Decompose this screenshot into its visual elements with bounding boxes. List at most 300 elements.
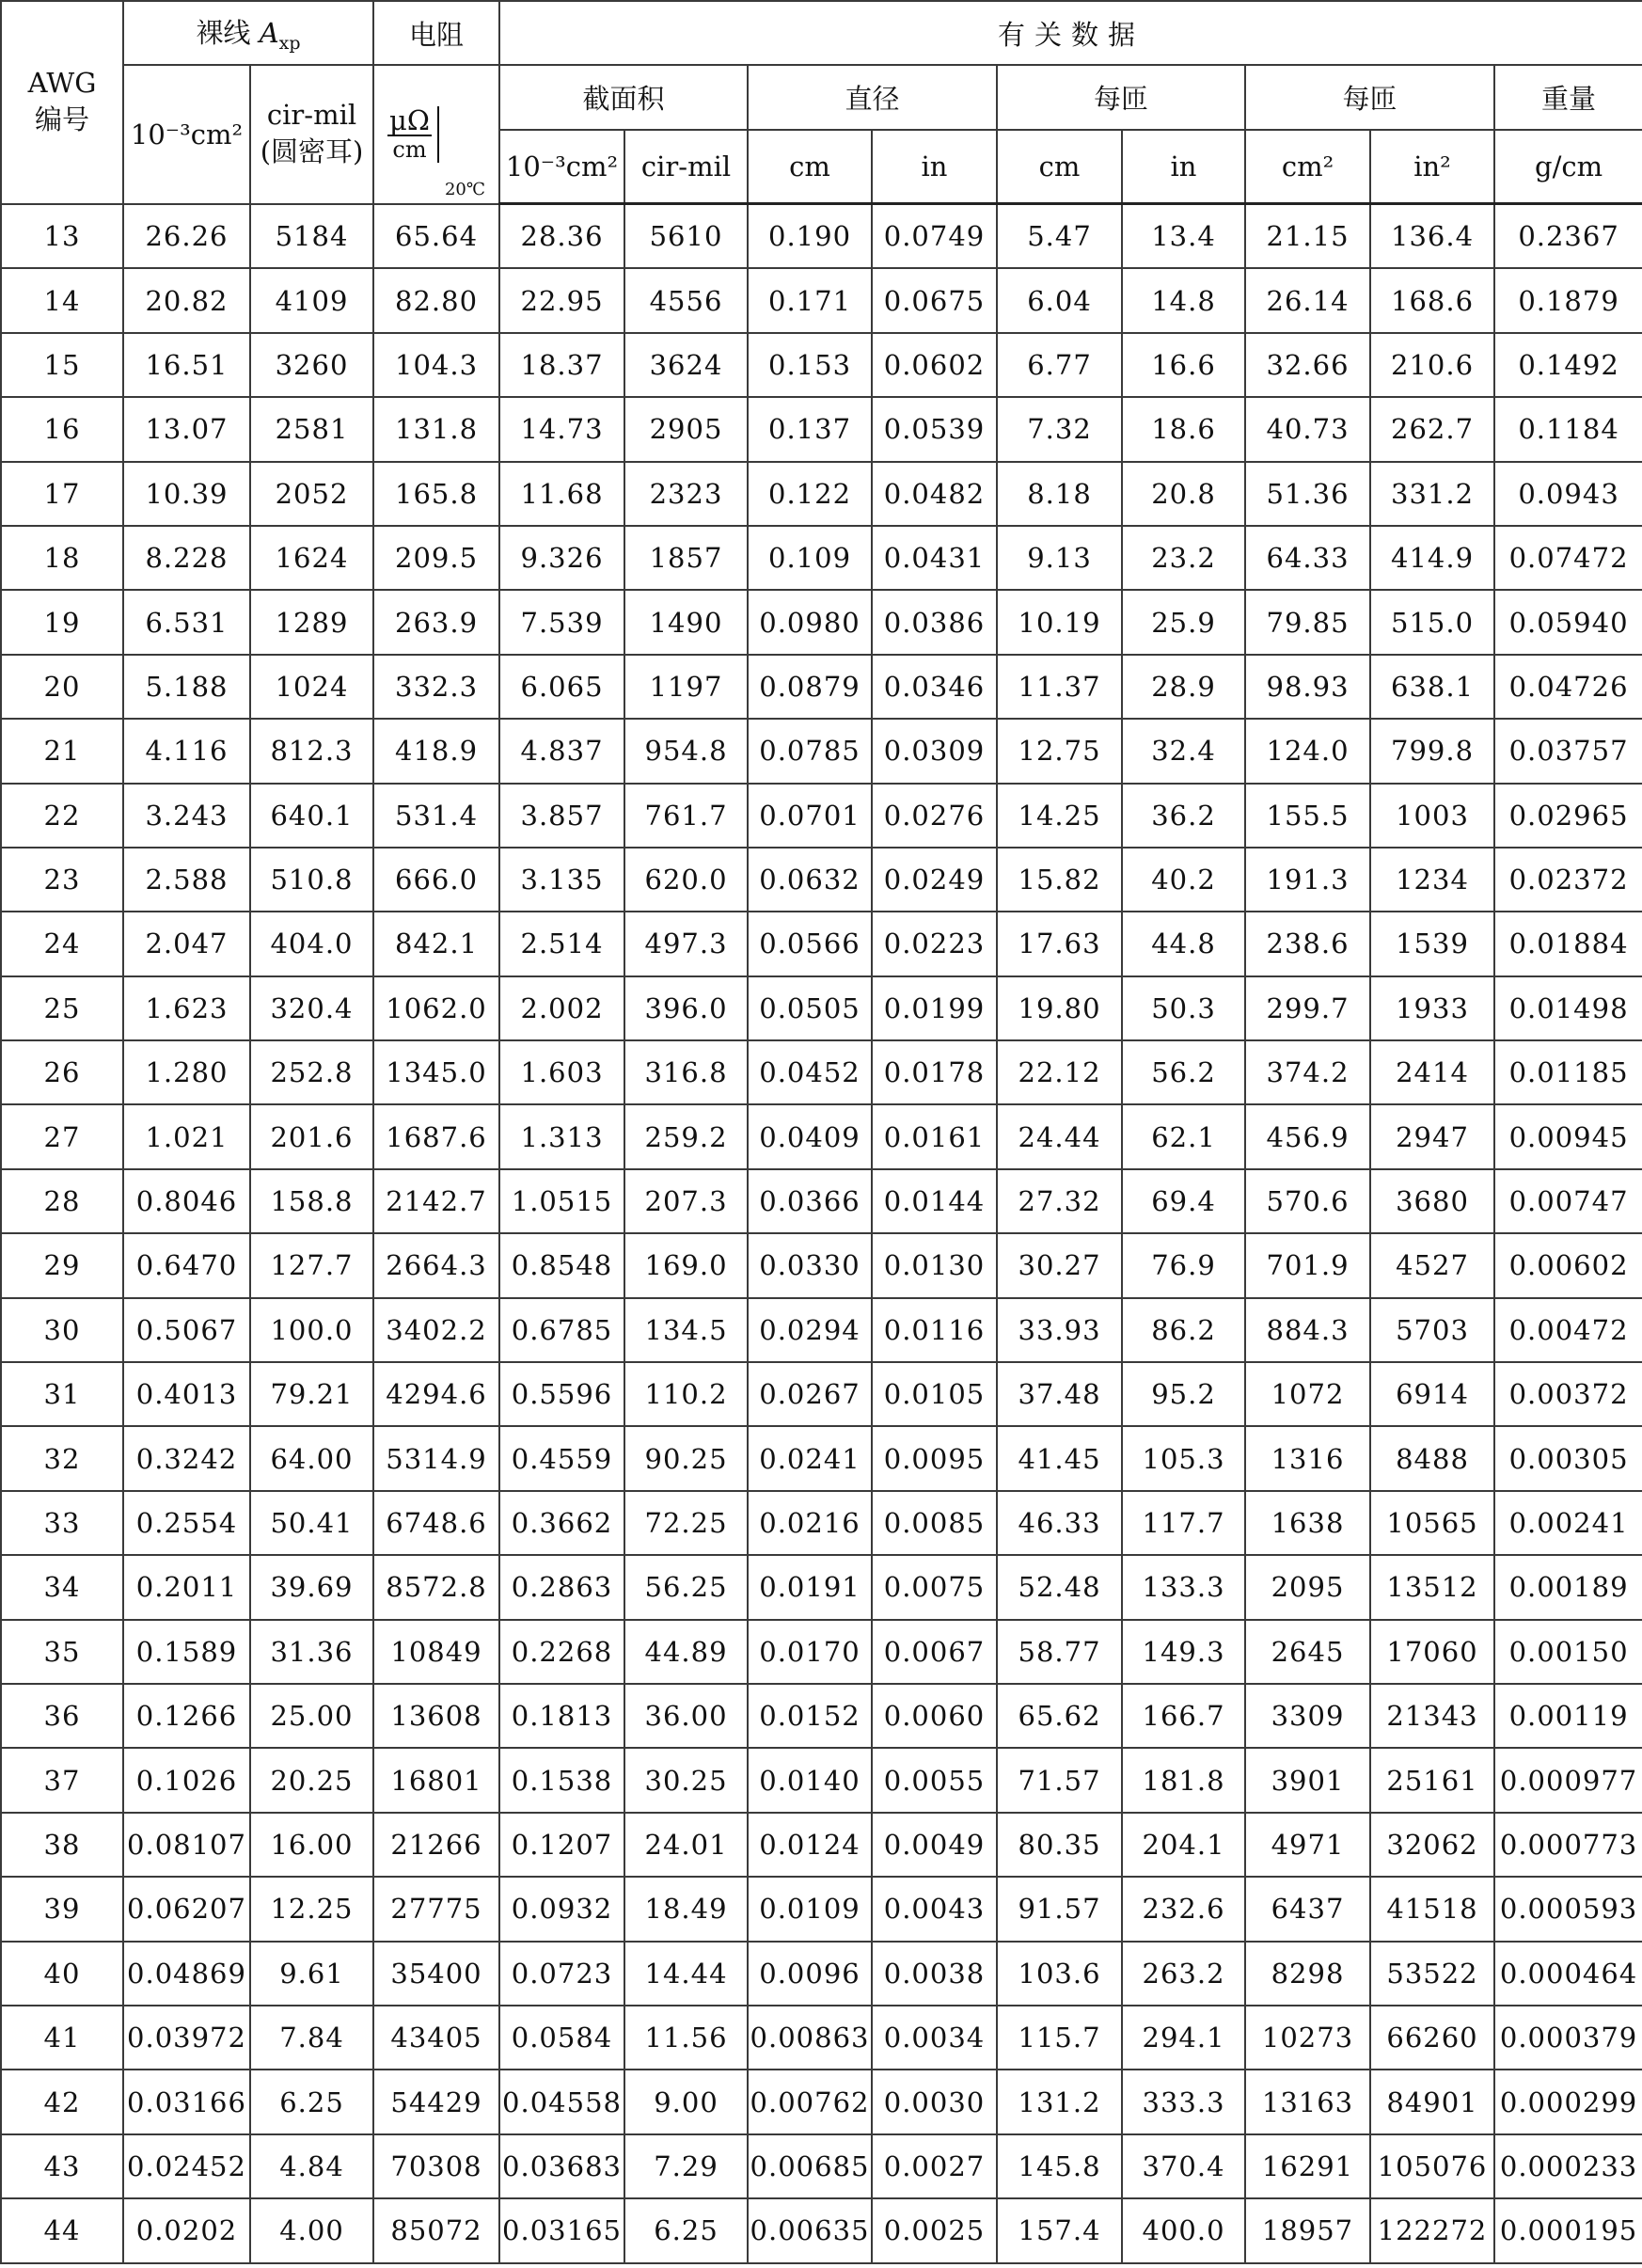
table-cell: 0.0785 <box>748 719 872 783</box>
table-cell: 0.0452 <box>748 1040 872 1104</box>
table-cell: 0.0249 <box>872 848 997 912</box>
awg-number-cell: 36 <box>1 1684 123 1748</box>
table-cell: 0.0980 <box>748 590 872 654</box>
table-cell: 0.02452 <box>123 2134 250 2198</box>
awg-number-cell: 34 <box>1 1555 123 1619</box>
table-cell: 0.000977 <box>1494 1748 1642 1812</box>
table-cell: 31.36 <box>250 1620 373 1684</box>
table-cell: 497.3 <box>624 912 748 975</box>
table-row <box>1 1491 1642 1555</box>
table-cell: 3.135 <box>499 848 624 912</box>
table-row <box>1 1877 1642 1941</box>
awg-number-cell: 40 <box>1 1942 123 2006</box>
table-cell: 0.4559 <box>499 1426 624 1490</box>
table-cell: 133.3 <box>1122 1555 1245 1619</box>
table-cell: 7.32 <box>997 397 1122 461</box>
table-cell: 155.5 <box>1245 784 1370 848</box>
awg-number-cell: 32 <box>1 1426 123 1490</box>
table-cell: 0.0060 <box>872 1684 997 1748</box>
table-cell: 2414 <box>1370 1040 1494 1104</box>
bare-cirmil-unit-header <box>250 65 373 204</box>
table-cell: 4.00 <box>250 2198 373 2262</box>
table-cell: 44.8 <box>1122 912 1245 975</box>
table-cell: 36.2 <box>1122 784 1245 848</box>
turns-in-unit: in <box>1122 130 1245 204</box>
table-cell: 0.1266 <box>123 1684 250 1748</box>
table-cell: 43405 <box>373 2006 499 2070</box>
table-cell: 10.19 <box>997 590 1122 654</box>
table-cell: 259.2 <box>624 1104 748 1168</box>
table-cell: 4556 <box>624 268 748 332</box>
table-cell: 64.00 <box>250 1426 373 1490</box>
table-cell: 0.8046 <box>123 1169 250 1233</box>
table-cell: 0.0025 <box>872 2198 997 2262</box>
table-row <box>1 976 1642 1040</box>
table-cell: 10.39 <box>123 462 250 526</box>
table-row <box>1 1555 1642 1619</box>
table-cell: 18957 <box>1245 2198 1370 2262</box>
awg-number-cell: 30 <box>1 1298 123 1362</box>
table-cell: 0.1589 <box>123 1620 250 1684</box>
table-cell: 640.1 <box>250 784 373 848</box>
table-cell: 0.2863 <box>499 1555 624 1619</box>
table-cell: 1.623 <box>123 976 250 1040</box>
table-cell: 27.32 <box>997 1169 1122 1233</box>
table-cell: 157.4 <box>997 2198 1122 2262</box>
table-cell: 884.3 <box>1245 1298 1370 1362</box>
table-cell: 207.3 <box>624 1169 748 1233</box>
table-cell: 22.95 <box>499 268 624 332</box>
awg-number-cell: 42 <box>1 2070 123 2133</box>
table-cell: 72.25 <box>624 1491 748 1555</box>
table-cell: 320.4 <box>250 976 373 1040</box>
table-cell: 90.25 <box>624 1426 748 1490</box>
table-cell: 70308 <box>373 2134 499 2198</box>
resistance-header: 电阻 <box>373 1 499 65</box>
table-cell: 50.41 <box>250 1491 373 1555</box>
table-cell: 332.3 <box>373 655 499 719</box>
table-cell: 3624 <box>624 333 748 397</box>
table-cell: 9.326 <box>499 526 624 590</box>
table-cell: 515.0 <box>1370 590 1494 654</box>
table-cell: 37.48 <box>997 1362 1122 1426</box>
table-cell: 0.05940 <box>1494 590 1642 654</box>
table-cell: 131.2 <box>997 2070 1122 2133</box>
table-cell: 0.0067 <box>872 1620 997 1684</box>
table-cell: 666.0 <box>373 848 499 912</box>
table-cell: 26.26 <box>123 204 250 269</box>
table-cell: 0.000593 <box>1494 1877 1642 1941</box>
table-row <box>1 1169 1642 1233</box>
table-cell: 1933 <box>1370 976 1494 1040</box>
table-cell: 294.1 <box>1122 2006 1245 2070</box>
table-cell: 7.539 <box>499 590 624 654</box>
table-cell: 3.243 <box>123 784 250 848</box>
table-cell: 0.02965 <box>1494 784 1642 848</box>
table-cell: 0.0932 <box>499 1877 624 1941</box>
table-cell: 32.4 <box>1122 719 1245 783</box>
table-cell: 2581 <box>250 397 373 461</box>
table-cell: 0.0309 <box>872 719 997 783</box>
table-cell: 414.9 <box>1370 526 1494 590</box>
table-cell: 2142.7 <box>373 1169 499 1233</box>
table-cell: 812.3 <box>250 719 373 783</box>
table-cell: 3309 <box>1245 1684 1370 1748</box>
table-cell: 0.0109 <box>748 1877 872 1941</box>
table-cell: 570.6 <box>1245 1169 1370 1233</box>
table-cell: 0.0202 <box>123 2198 250 2262</box>
table-cell: 2645 <box>1245 1620 1370 1684</box>
table-cell: 0.153 <box>748 333 872 397</box>
table-cell: 16.00 <box>250 1813 373 1877</box>
table-cell: 0.0330 <box>748 1233 872 1297</box>
table-row <box>1 1748 1642 1812</box>
awg-header-line2: 编号 <box>34 103 89 136</box>
table-cell: 0.00635 <box>748 2198 872 2262</box>
table-cell: 1539 <box>1370 912 1494 975</box>
awg-number-cell: 28 <box>1 1169 123 1233</box>
table-cell: 8572.8 <box>373 1555 499 1619</box>
table-cell: 0.0539 <box>872 397 997 461</box>
table-cell: 149.3 <box>1122 1620 1245 1684</box>
table-cell: 0.0116 <box>872 1298 997 1362</box>
awg-number-cell: 22 <box>1 784 123 848</box>
table-cell: 9.13 <box>997 526 1122 590</box>
table-cell: 21.15 <box>1245 204 1370 269</box>
table-cell: 53522 <box>1370 1942 1494 2006</box>
table-cell: 0.0409 <box>748 1104 872 1168</box>
table-cell: 5703 <box>1370 1298 1494 1362</box>
table-cell: 169.0 <box>624 1233 748 1297</box>
table-cell: 1.021 <box>123 1104 250 1168</box>
awg-number-cell: 15 <box>1 333 123 397</box>
table-cell: 131.8 <box>373 397 499 461</box>
table-cell: 0.0152 <box>748 1684 872 1748</box>
table-cell: 65.62 <box>997 1684 1122 1748</box>
table-cell: 0.00119 <box>1494 1684 1642 1748</box>
table-cell: 9.00 <box>624 2070 748 2133</box>
table-cell: 5.47 <box>997 204 1122 269</box>
table-cell: 0.1184 <box>1494 397 1642 461</box>
table-cell: 39.69 <box>250 1555 373 1619</box>
table-cell: 9.61 <box>250 1942 373 2006</box>
table-cell: 0.04558 <box>499 2070 624 2133</box>
awg-number-cell: 19 <box>1 590 123 654</box>
table-cell: 263.9 <box>373 590 499 654</box>
table-cell: 21343 <box>1370 1684 1494 1748</box>
table-cell: 6914 <box>1370 1362 1494 1426</box>
table-cell: 0.00372 <box>1494 1362 1642 1426</box>
table-cell: 40.73 <box>1245 397 1370 461</box>
table-cell: 0.0879 <box>748 655 872 719</box>
table-cell: 18.49 <box>624 1877 748 1941</box>
table-cell: 0.03683 <box>499 2134 624 2198</box>
table-cell: 134.5 <box>624 1298 748 1362</box>
table-cell: 13608 <box>373 1684 499 1748</box>
table-cell: 168.6 <box>1370 268 1494 332</box>
table-cell: 331.2 <box>1370 462 1494 526</box>
table-cell: 0.0144 <box>872 1169 997 1233</box>
table-header <box>1 1 1642 204</box>
awg-number-cell: 24 <box>1 912 123 975</box>
table-cell: 16.51 <box>123 333 250 397</box>
table-row <box>1 333 1642 397</box>
table-cell: 23.2 <box>1122 526 1245 590</box>
table-cell: 0.00762 <box>748 2070 872 2133</box>
table-cell: 0.01498 <box>1494 976 1642 1040</box>
table-cell: 82.80 <box>373 268 499 332</box>
table-row <box>1 1040 1642 1104</box>
table-cell: 4109 <box>250 268 373 332</box>
table-cell: 0.0632 <box>748 848 872 912</box>
table-cell: 1316 <box>1245 1426 1370 1490</box>
table-cell: 0.0267 <box>748 1362 872 1426</box>
table-cell: 13.4 <box>1122 204 1245 269</box>
table-row <box>1 1684 1642 1748</box>
table-cell: 0.000464 <box>1494 1942 1642 2006</box>
table-cell: 110.2 <box>624 1362 748 1426</box>
table-cell: 0.5067 <box>123 1298 250 1362</box>
table-cell: 0.000233 <box>1494 2134 1642 2198</box>
table-cell: 2.588 <box>123 848 250 912</box>
table-row <box>1 1942 1642 2006</box>
table-cell: 6.25 <box>250 2070 373 2133</box>
table-cell: 510.8 <box>250 848 373 912</box>
table-cell: 0.00602 <box>1494 1233 1642 1297</box>
table-cell: 2905 <box>624 397 748 461</box>
table-cell: 3402.2 <box>373 1298 499 1362</box>
table-cell: 0.0178 <box>872 1040 997 1104</box>
table-cell: 2323 <box>624 462 748 526</box>
table-cell: 0.000773 <box>1494 1813 1642 1877</box>
awg-number-cell: 27 <box>1 1104 123 1168</box>
table-cell: 5184 <box>250 204 373 269</box>
table-row <box>1 2006 1642 2070</box>
table-cell: 16.6 <box>1122 333 1245 397</box>
table-cell: 7.84 <box>250 2006 373 2070</box>
table-cell: 0.3662 <box>499 1491 624 1555</box>
table-cell: 1490 <box>624 590 748 654</box>
table-cell: 11.37 <box>997 655 1122 719</box>
table-cell: 0.0294 <box>748 1298 872 1362</box>
table-cell: 761.7 <box>624 784 748 848</box>
table-cell: 3901 <box>1245 1748 1370 1812</box>
table-cell: 1.0515 <box>499 1169 624 1233</box>
table-cell: 28.9 <box>1122 655 1245 719</box>
turns-in2-unit: in² <box>1370 130 1494 204</box>
table-cell: 91.57 <box>997 1877 1122 1941</box>
table-row <box>1 1813 1642 1877</box>
table-row <box>1 1426 1642 1490</box>
table-cell: 100.0 <box>250 1298 373 1362</box>
resistance-unit-numerator: μΩ <box>389 103 430 136</box>
table-row <box>1 462 1642 526</box>
table-cell: 20.8 <box>1122 462 1245 526</box>
table-cell: 209.5 <box>373 526 499 590</box>
table-cell: 0.04869 <box>123 1942 250 2006</box>
table-cell: 2947 <box>1370 1104 1494 1168</box>
table-cell: 1072 <box>1245 1362 1370 1426</box>
table-cell: 1289 <box>250 590 373 654</box>
awg-number-cell: 39 <box>1 1877 123 1941</box>
table-row <box>1 1104 1642 1168</box>
awg-number-cell: 21 <box>1 719 123 783</box>
awg-number-cell: 43 <box>1 2134 123 2198</box>
table-cell: 105.3 <box>1122 1426 1245 1490</box>
table-cell: 3260 <box>250 333 373 397</box>
table-cell: 0.0161 <box>872 1104 997 1168</box>
table-cell: 0.0749 <box>872 204 997 269</box>
table-cell: 0.0241 <box>748 1426 872 1490</box>
table-cell: 22.12 <box>997 1040 1122 1104</box>
table-cell: 56.2 <box>1122 1040 1245 1104</box>
awg-number-header <box>1 1 123 204</box>
table-cell: 12.75 <box>997 719 1122 783</box>
awg-number-cell: 29 <box>1 1233 123 1297</box>
table-cell: 10565 <box>1370 1491 1494 1555</box>
table-cell: 0.0038 <box>872 1942 997 2006</box>
table-cell: 56.25 <box>624 1555 748 1619</box>
table-cell: 2.002 <box>499 976 624 1040</box>
table-cell: 0.08107 <box>123 1813 250 1877</box>
table-cell: 8298 <box>1245 1942 1370 2006</box>
table-cell: 28.36 <box>499 204 624 269</box>
table-cell: 0.2011 <box>123 1555 250 1619</box>
awg-header-line1: AWG <box>27 67 97 100</box>
table-cell: 0.0566 <box>748 912 872 975</box>
table-cell: 4971 <box>1245 1813 1370 1877</box>
table-row <box>1 268 1642 332</box>
table-cell: 17060 <box>1370 1620 1494 1684</box>
table-cell: 17.63 <box>997 912 1122 975</box>
table-cell: 85072 <box>373 2198 499 2262</box>
table-cell: 0.171 <box>748 268 872 332</box>
weight-header: 重量 <box>1494 65 1642 130</box>
table-cell: 32062 <box>1370 1813 1494 1877</box>
table-cell: 13.07 <box>123 397 250 461</box>
awg-number-cell: 17 <box>1 462 123 526</box>
table-cell: 0.03166 <box>123 2070 250 2133</box>
table-cell: 24.01 <box>624 1813 748 1877</box>
table-cell: 145.8 <box>997 2134 1122 2198</box>
table-row <box>1 2134 1642 2198</box>
table-cell: 0.190 <box>748 204 872 269</box>
table-cell: 0.03972 <box>123 2006 250 2070</box>
table-cell: 0.0095 <box>872 1426 997 1490</box>
awg-number-cell: 37 <box>1 1748 123 1812</box>
table-cell: 0.0723 <box>499 1942 624 2006</box>
table-cell: 0.000195 <box>1494 2198 1642 2262</box>
awg-number-cell: 38 <box>1 1813 123 1877</box>
table-cell: 418.9 <box>373 719 499 783</box>
table-cell: 0.0675 <box>872 268 997 332</box>
table-cell: 181.8 <box>1122 1748 1245 1812</box>
table-cell: 0.0366 <box>748 1169 872 1233</box>
table-cell: 0.04726 <box>1494 655 1642 719</box>
table-cell: 0.0170 <box>748 1620 872 1684</box>
table-cell: 64.33 <box>1245 526 1370 590</box>
table-cell: 0.0602 <box>872 333 997 397</box>
table-cell: 36.00 <box>624 1684 748 1748</box>
table-row <box>1 912 1642 975</box>
table-cell: 374.2 <box>1245 1040 1370 1104</box>
table-cell: 0.0055 <box>872 1748 997 1812</box>
table-cell: 0.1026 <box>123 1748 250 1812</box>
table-cell: 86.2 <box>1122 1298 1245 1362</box>
table-cell: 62.1 <box>1122 1104 1245 1168</box>
table-cell: 4.84 <box>250 2134 373 2198</box>
table-cell: 44.89 <box>624 1620 748 1684</box>
awg-number-cell: 14 <box>1 268 123 332</box>
table-row <box>1 1362 1642 1426</box>
table-cell: 0.0034 <box>872 2006 997 2070</box>
table-cell: 0.1538 <box>499 1748 624 1812</box>
table-row <box>1 1298 1642 1362</box>
awg-number-cell: 44 <box>1 2198 123 2262</box>
table-row <box>1 204 1642 269</box>
table-cell: 18.37 <box>499 333 624 397</box>
table-cell: 16801 <box>373 1748 499 1812</box>
table-cell: 0.0140 <box>748 1748 872 1812</box>
table-row <box>1 590 1642 654</box>
table-cell: 0.0701 <box>748 784 872 848</box>
turns-cm-unit: cm <box>997 130 1122 204</box>
table-cell: 20.82 <box>123 268 250 332</box>
table-cell: 0.137 <box>748 397 872 461</box>
table-cell: 7.29 <box>624 2134 748 2198</box>
table-cell: 11.68 <box>499 462 624 526</box>
table-cell: 84901 <box>1370 2070 1494 2133</box>
awg-number-cell: 25 <box>1 976 123 1040</box>
table-cell: 71.57 <box>997 1748 1122 1812</box>
table-cell: 0.0346 <box>872 655 997 719</box>
table-body <box>1 204 1642 2263</box>
table-cell: 0.00863 <box>748 2006 872 2070</box>
table-cell: 299.7 <box>1245 976 1370 1040</box>
table-cell: 3680 <box>1370 1169 1494 1233</box>
table-row <box>1 397 1642 461</box>
table-row <box>1 1620 1642 1684</box>
table-cell: 30.25 <box>624 1748 748 1812</box>
table-cell: 3.857 <box>499 784 624 848</box>
table-cell: 0.0124 <box>748 1813 872 1877</box>
table-cell: 0.1207 <box>499 1813 624 1877</box>
table-cell: 158.8 <box>250 1169 373 1233</box>
table-cell: 0.6470 <box>123 1233 250 1297</box>
awg-number-cell: 16 <box>1 397 123 461</box>
table-cell: 80.35 <box>997 1813 1122 1877</box>
table-cell: 115.7 <box>997 2006 1122 2070</box>
table-cell: 54429 <box>373 2070 499 2133</box>
weight-unit: g/cm <box>1494 130 1642 204</box>
table-cell: 263.2 <box>1122 1942 1245 2006</box>
table-cell: 0.109 <box>748 526 872 590</box>
table-cell: 124.0 <box>1245 719 1370 783</box>
table-cell: 404.0 <box>250 912 373 975</box>
awg-number-cell: 26 <box>1 1040 123 1104</box>
table-cell: 136.4 <box>1370 204 1494 269</box>
table-cell: 18.6 <box>1122 397 1245 461</box>
table-cell: 165.8 <box>373 462 499 526</box>
bare-wire-symbol: A <box>259 17 279 50</box>
table-cell: 41518 <box>1370 1877 1494 1941</box>
table-cell: 0.0223 <box>872 912 997 975</box>
table-cell: 0.00241 <box>1494 1491 1642 1555</box>
table-cell: 13512 <box>1370 1555 1494 1619</box>
table-cell: 46.33 <box>997 1491 1122 1555</box>
per-area-turns-header: 每匝 <box>1245 65 1494 130</box>
table-cell: 0.2367 <box>1494 204 1642 269</box>
